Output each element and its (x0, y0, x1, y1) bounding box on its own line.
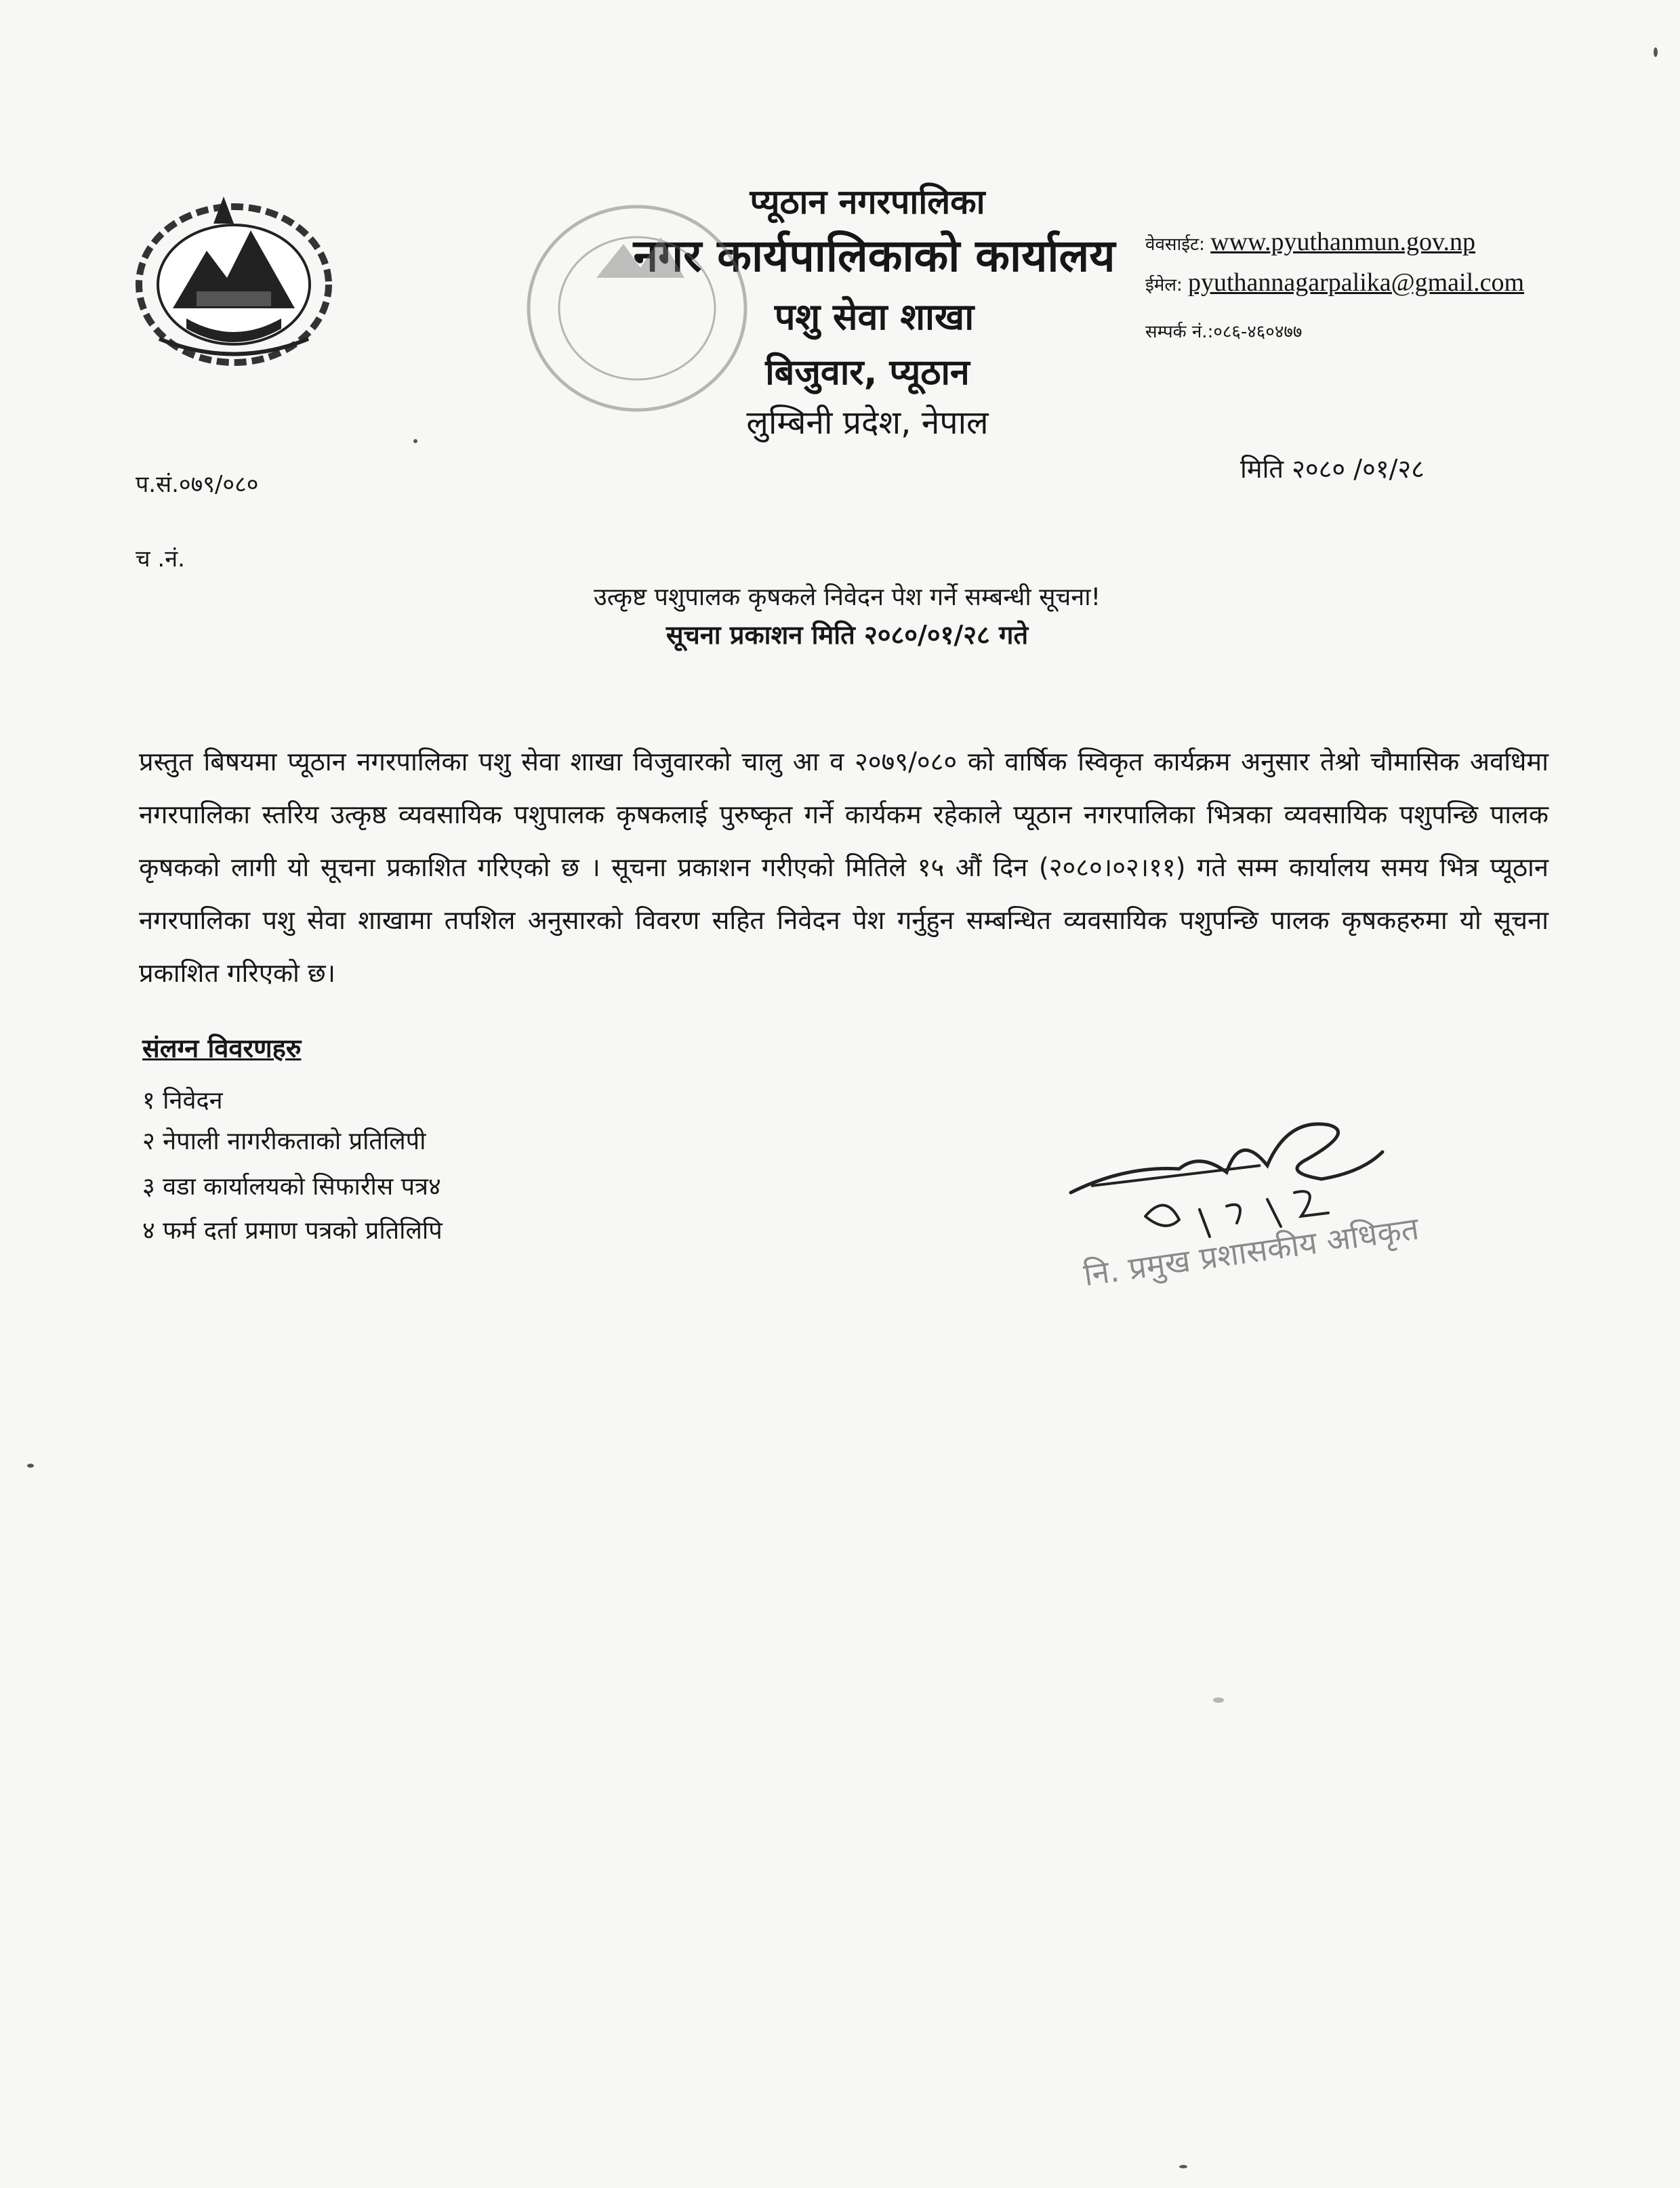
officer-designation-stamp: नि. प्रमुख प्रशासकीय अधिकृत (1081, 1210, 1421, 1294)
attachment-item: १ निवेदन (142, 1087, 223, 1115)
letter-date: मिति २०८० /०१/२८ (1240, 454, 1425, 484)
email-row (1145, 268, 1524, 297)
attachments-heading: संलग्न विवरणहरु (142, 1033, 302, 1063)
website-row (1145, 227, 1475, 257)
attachment-item: ४ फर्म दर्ता प्रमाण पत्रको प्रतिलिपि (142, 1217, 443, 1245)
office-name: नगर कार्यपालिकाको कार्यालय (633, 230, 1115, 282)
nepal-emblem-icon (132, 183, 335, 373)
scan-speck (1654, 47, 1658, 57)
office-seal-stamp (522, 197, 752, 420)
phone-number: सम्पर्क नं.:०८६-४६०४७७ (1145, 322, 1303, 342)
attachment-item: ३ वडा कार्यालयको सिफारीस पत्र४ (142, 1173, 441, 1201)
website-label: वेवसाईट: (1145, 234, 1205, 255)
letter-number: प.सं.०७९/०८० (136, 471, 259, 498)
address-line-2: लुम्बिनी प्रदेश, नेपाल (746, 404, 989, 442)
notice-subtitle: सूचना प्रकाशन मिति २०८०/०१/२८ गते (665, 620, 1029, 650)
municipality-name: प्यूठान नगरपालिका (750, 182, 985, 222)
notice-body: प्रस्तुत बिषयमा प्यूठान नगरपालिका पशु सेवा शाखा विजुवारको चालु आ व २०७९/०८० को वार्षिक स्विकृत कार्यक्रम अनुसार तेश्रो चौमासिक अवधिमा नगरपालिका स्तरिय उत्कृष्ठ व्यवसायिक पशुपालक कृषकलाई पुरुष्कृत गर्ने कार्यकम रहेकाले प्यूठान नगरपालिका भित्रका व्यवसायिक पशुपन्छि पालक कृषकको लागी यो सूचना प्रकाशित गरिएको छ । सूचना प्रकाशन गरीएको मितिले १५ औं दिन (२०८०।०२।११) गते सम्म कार्यालय समय भित्र प्यूठान नगरपालिका पशु सेवा शाखामा तपशिल अनुसारको विवरण सहित निवेदन पेश गर्नुहुन सम्बन्धित व्यवसायिक पशुपन्छि पालक कृषकहरुमा यो सूचना प्रकाशित गरिएको छ। (139, 747, 1549, 988)
branch-name: पशु सेवा शाखा (774, 295, 975, 338)
scan-speck (1179, 2165, 1187, 2168)
attachment-item: २ नेपाली नागरीकताको प्रतिलिपी (142, 1128, 426, 1155)
email-label: ईमेल: (1145, 275, 1183, 295)
scan-speck (413, 439, 417, 443)
email-link[interactable]: pyuthannagarpalika@gmail.com (1187, 268, 1525, 297)
dispatch-number: च .नं. (136, 545, 185, 573)
notice-title: उत्कृष्ट पशुपालक कृषकले निवेदन पेश गर्ने सम्बन्धी सूचना! (593, 583, 1101, 611)
scan-speck (1213, 1697, 1224, 1703)
scan-speck (27, 1464, 34, 1468)
address-line-1: बिजुवार, प्यूठान (765, 352, 970, 393)
website-link[interactable]: www.pyuthanmun.gov.np (1210, 228, 1475, 256)
